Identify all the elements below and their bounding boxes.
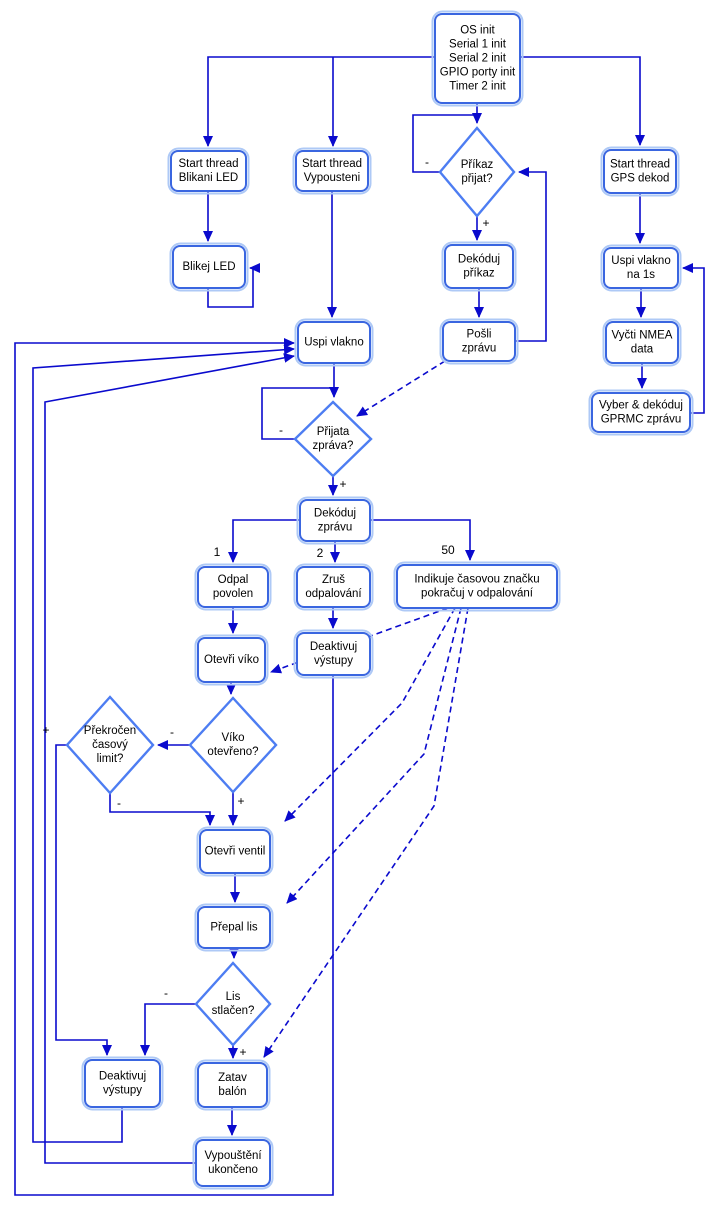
node-start-thread-gps-dekod bbox=[602, 148, 679, 196]
edge-label-lis-stlacen-minus: - bbox=[164, 986, 168, 1000]
posli-zpravu-label-line-1: zprávu bbox=[461, 342, 497, 355]
node-start-thread-blikani-led bbox=[169, 149, 249, 194]
edge-label-prekrocen-minus: - bbox=[117, 796, 121, 810]
prikaz-prijat-label-line-0: Příkaz bbox=[460, 159, 494, 171]
node-viko-otevreno bbox=[190, 698, 276, 792]
viko-otevreno-label-line-0: Víko bbox=[221, 732, 245, 744]
odpal-povolen-label-line-1: povolen bbox=[212, 588, 254, 600]
os-init-label-line-2: Serial 2 init bbox=[449, 52, 506, 65]
node-os-init bbox=[433, 12, 523, 106]
node-uspi-vlakno bbox=[296, 320, 373, 366]
zrus-odpalovani-label-line-1: odpalování bbox=[305, 588, 362, 600]
odpal-povolen-box bbox=[198, 567, 268, 607]
start-thread-blikani-led-box bbox=[171, 151, 246, 191]
node-otevri-ventil bbox=[198, 828, 273, 876]
edge-dekoduj-branch-1 bbox=[233, 520, 300, 562]
edge-dekoduj-branch-50 bbox=[370, 520, 470, 560]
vyber-dekoduj-gprmc-label-line-0: Vyber & dekóduj bbox=[599, 399, 683, 412]
node-uspi-vlakno-na-1s bbox=[602, 246, 681, 291]
zrus-odpalovani-box bbox=[297, 567, 370, 607]
dekoduj-zpravu-label-line-1: zprávu bbox=[317, 521, 353, 534]
edge-label-branch-50: 50 bbox=[441, 543, 455, 557]
os-init-label-line-4: Timer 2 init bbox=[449, 80, 506, 93]
viko-otevreno-label-line-1: otevřeno? bbox=[207, 746, 259, 758]
vypousteni-ukonceno-label-line-1: ukončeno bbox=[208, 1164, 258, 1176]
deaktivuj-vystupy-dole-label-line-1: výstupy bbox=[103, 1084, 142, 1097]
edge-prekrocen-plus-to-deaktivuj-dole bbox=[56, 745, 107, 1055]
start-thread-gps-dekod-label-line-1: GPS dekod bbox=[610, 172, 670, 185]
vyber-dekoduj-gprmc-label-line-1: GPRMC zprávu bbox=[600, 413, 682, 426]
deaktivuj-vystupy-dole-label-line-0: Deaktivuj bbox=[98, 1070, 147, 1083]
edge-label-branch-1: 1 bbox=[213, 545, 221, 559]
prikaz-prijat-label-line-1: přijat? bbox=[461, 173, 493, 185]
deaktivuj-vystupy-stred-label-line-0: Deaktivuj bbox=[309, 641, 358, 653]
node-dekoduj-zpravu bbox=[298, 498, 373, 544]
node-prepal-lis bbox=[196, 905, 273, 951]
node-vycti-nmea-data bbox=[604, 320, 681, 366]
uspi-vlakno-na-1s-label-line-0: Uspi vlakno bbox=[611, 255, 671, 267]
node-indikuje-casovou-znacku bbox=[395, 563, 560, 611]
zatav-balon-label-line-1: balón bbox=[218, 1086, 247, 1098]
zatav-balon-label-line-0: Zatav bbox=[218, 1072, 247, 1084]
lis-stlacen-label-line-0: Lis bbox=[225, 991, 241, 1003]
zatav-balon-box bbox=[198, 1063, 267, 1107]
node-deaktivuj-vystupy-dole bbox=[83, 1058, 163, 1110]
start-thread-blikani-led-label-line-1: Blikani LED bbox=[178, 172, 239, 184]
vypousteni-ukonceno-box bbox=[196, 1140, 270, 1186]
odpal-povolen-label-line-0: Odpal bbox=[217, 574, 249, 586]
edge-prekrocen-minus-to-ventil bbox=[110, 793, 210, 825]
edge-label-viko-otevreno-minus: - bbox=[170, 725, 174, 739]
node-blikej-led bbox=[171, 244, 248, 291]
start-thread-blikani-led-label-line-0: Start thread bbox=[178, 158, 239, 170]
node-posli-zpravu bbox=[441, 320, 518, 364]
uspi-vlakno-na-1s-box bbox=[604, 248, 678, 288]
viko-otevreno-diamond bbox=[190, 698, 276, 792]
dekoduj-zpravu-label-line-0: Dekóduj bbox=[313, 507, 357, 520]
node-zrus-odpalovani bbox=[295, 565, 373, 610]
start-thread-gps-dekod-box bbox=[604, 150, 676, 193]
edge-label-branch-2: 2 bbox=[316, 546, 324, 560]
vycti-nmea-data-label-line-1: data bbox=[630, 343, 654, 356]
vypousteni-ukonceno-label-line-0: Vypouštění bbox=[204, 1150, 262, 1162]
edge-label-prikaz-prijat-minus: - bbox=[425, 155, 429, 169]
zrus-odpalovani-label-line-0: Zruš bbox=[322, 574, 345, 586]
edge-label-lis-stlacen-plus: + bbox=[239, 1045, 247, 1059]
node-prekrocen-casovy-limit bbox=[67, 697, 153, 793]
prijata-zprava-label-line-1: zpráva? bbox=[312, 440, 354, 452]
edge-os-to-start-gps bbox=[520, 57, 640, 145]
node-start-thread-vypousteni bbox=[294, 149, 371, 194]
edge-lis-stlacen-minus bbox=[145, 1004, 196, 1055]
lis-stlacen-diamond bbox=[196, 963, 270, 1045]
deaktivuj-vystupy-dole-box bbox=[85, 1060, 160, 1107]
prijata-zprava-diamond bbox=[295, 402, 371, 476]
deaktivuj-vystupy-stred-box bbox=[297, 633, 370, 675]
edge-label-prijata-zprava-plus: + bbox=[339, 477, 347, 491]
edge-label-prikaz-prijat-plus: + bbox=[482, 216, 490, 230]
start-thread-vypousteni-box bbox=[296, 151, 368, 191]
os-init-label-line-3: GPIO porty init bbox=[439, 66, 516, 79]
posli-zpravu-label-line-0: Pošli bbox=[466, 328, 492, 341]
otevri-ventil-label-line-0: Otevři ventil bbox=[204, 845, 266, 858]
os-init-label-line-1: Serial 1 init bbox=[449, 38, 506, 51]
node-deaktivuj-vystupy-stred bbox=[295, 631, 373, 678]
prekrocen-casovy-limit-label-line-2: limit? bbox=[96, 753, 124, 765]
edge-os-to-start-blikani bbox=[208, 57, 435, 146]
start-thread-vypousteni-label-line-0: Start thread bbox=[301, 158, 363, 170]
os-init-label-line-0: OS init bbox=[460, 24, 495, 37]
uspi-vlakno-label-line-0: Uspi vlakno bbox=[304, 336, 364, 349]
edge-deaktivuj-stred-big-loop-to-uspi bbox=[15, 343, 333, 1195]
prekrocen-casovy-limit-label-line-0: Překročen bbox=[83, 725, 137, 737]
dekoduj-prikaz-box bbox=[445, 245, 513, 288]
otevri-viko-label-line-0: Otevři víko bbox=[204, 654, 259, 666]
deaktivuj-vystupy-stred-label-line-1: výstupy bbox=[314, 655, 353, 667]
node-dekoduj-prikaz bbox=[443, 243, 516, 291]
lis-stlacen-label-line-1: stlačen? bbox=[211, 1005, 255, 1017]
prijata-zprava-label-line-0: Přijata bbox=[316, 426, 350, 438]
uspi-vlakno-na-1s-label-line-1: na 1s bbox=[626, 269, 656, 281]
node-odpal-povolen bbox=[196, 565, 271, 610]
node-lis-stlacen bbox=[196, 963, 270, 1045]
indikuje-casovou-znacku-box bbox=[397, 565, 557, 608]
dekoduj-prikaz-label-line-0: Dekóduj bbox=[457, 253, 501, 266]
node-zatav-balon bbox=[196, 1061, 270, 1110]
edge-label-viko-otevreno-plus: + bbox=[237, 794, 245, 808]
node-prijata-zprava bbox=[295, 402, 371, 476]
prepal-lis-label-line-0: Přepal lis bbox=[210, 921, 258, 934]
node-vypousteni-ukonceno bbox=[194, 1138, 273, 1189]
vycti-nmea-data-label-line-0: Vyčti NMEA bbox=[611, 329, 673, 342]
indikuje-casovou-znacku-label-line-1: pokračuj v odpalování bbox=[421, 587, 533, 600]
node-vyber-dekoduj-gprmc bbox=[590, 391, 693, 435]
dekoduj-zpravu-box bbox=[300, 500, 370, 541]
vycti-nmea-data-box bbox=[606, 322, 678, 363]
dekoduj-prikaz-label-line-1: příkaz bbox=[463, 267, 495, 280]
blikej-led-label-line-0: Blikej LED bbox=[182, 261, 236, 273]
node-otevri-viko bbox=[196, 636, 268, 685]
node-prikaz-prijat bbox=[440, 128, 514, 216]
edge-posli-to-prikaz-prijat bbox=[515, 172, 546, 341]
edge-label-prekrocen-plus: + bbox=[42, 723, 50, 737]
indikuje-casovou-znacku-label-line-0: Indikuje časovou značku bbox=[414, 573, 540, 586]
prikaz-prijat-diamond bbox=[440, 128, 514, 216]
start-thread-vypousteni-label-line-1: Vypousteni bbox=[303, 172, 361, 184]
start-thread-gps-dekod-label-line-0: Start thread bbox=[609, 158, 671, 171]
edge-posli-to-prijata-dashed bbox=[357, 361, 445, 416]
prekrocen-casovy-limit-label-line-1: časový bbox=[92, 739, 128, 751]
edge-label-prijata-zprava-minus: - bbox=[279, 423, 283, 437]
